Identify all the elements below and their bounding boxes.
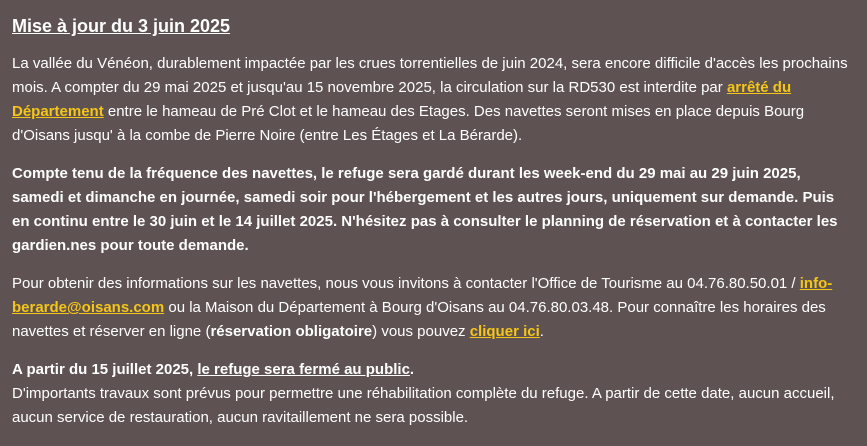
paragraph-opening: Compte tenu de la fréquence des navettes, le refuge sera gardé durant les week-end du 29 mai au 29 juin 2025, samedi et dimanche en journée, samedi soir pour l'hébergement et les autres jours, uniquement sur demande. Puis en continu entre le 30 juin et le 14 juillet 2025. N'hésitez pas à consulter le planning de réservation et à contacter les gardien.nes pour toute demande.	[12, 165, 838, 254]
paragraph-shuttles	[12, 272, 855, 344]
closure-dot: .	[409, 361, 415, 378]
reservation-required: réservation obligatoire	[210, 323, 373, 340]
click-here-link[interactable]: cliquer ici	[469, 323, 540, 340]
paragraph-access	[12, 52, 855, 148]
paragraph-shuttles-text-2: ou la Maison du Département à Bourg d'Oisans au 04.76.80.03.48. Pour connaître les horaires des navettes et réserver en ligne (	[12, 299, 826, 340]
arrete-departement-link[interactable]: arrêté du Département	[12, 79, 792, 120]
closure-notice: le refuge sera fermé au public	[197, 361, 410, 378]
update-title: Mise à jour du 3 juin 2025	[12, 16, 231, 36]
paragraph-access-text-1: La vallée du Vénéon, durablement impactée par les crues torrentielles de juin 2024, sera encore difficile d'accès les prochains mois. A compter du 29 mai 2025 et jusqu'au 15 novembre 2025, la circulation sur la RD530 est interdite par	[12, 55, 848, 96]
closure-details: D'importants travaux sont prévus pour permettre une réhabilitation complète du refuge. A partir de cette date, aucun accueil, aucun service de restauration, aucun ravitaillement ne sera possible.	[12, 385, 835, 426]
closure-lead: A partir du 15 juillet 2025,	[12, 361, 198, 378]
paragraph-shuttles-text-3: ) vous pouvez	[372, 323, 470, 340]
paragraph-shuttles-text-1: Pour obtenir des informations sur les navettes, nous vous invitons à contacter l'Office de Tourisme au 04.76.80.50.01 /	[12, 275, 800, 292]
paragraph-shuttles-text-4: .	[539, 323, 544, 340]
paragraph-closure	[12, 358, 855, 430]
paragraph-access-text-2: entre le hameau de Pré Clot et le hameau des Etages. Des navettes seront mises en place depuis Bourg d'Oisans jusqu' à la combe de Pierre Noire (entre Les Étages et La Bérarde).	[12, 103, 805, 144]
email-link[interactable]: info-berarde@oisans.com	[12, 275, 833, 316]
